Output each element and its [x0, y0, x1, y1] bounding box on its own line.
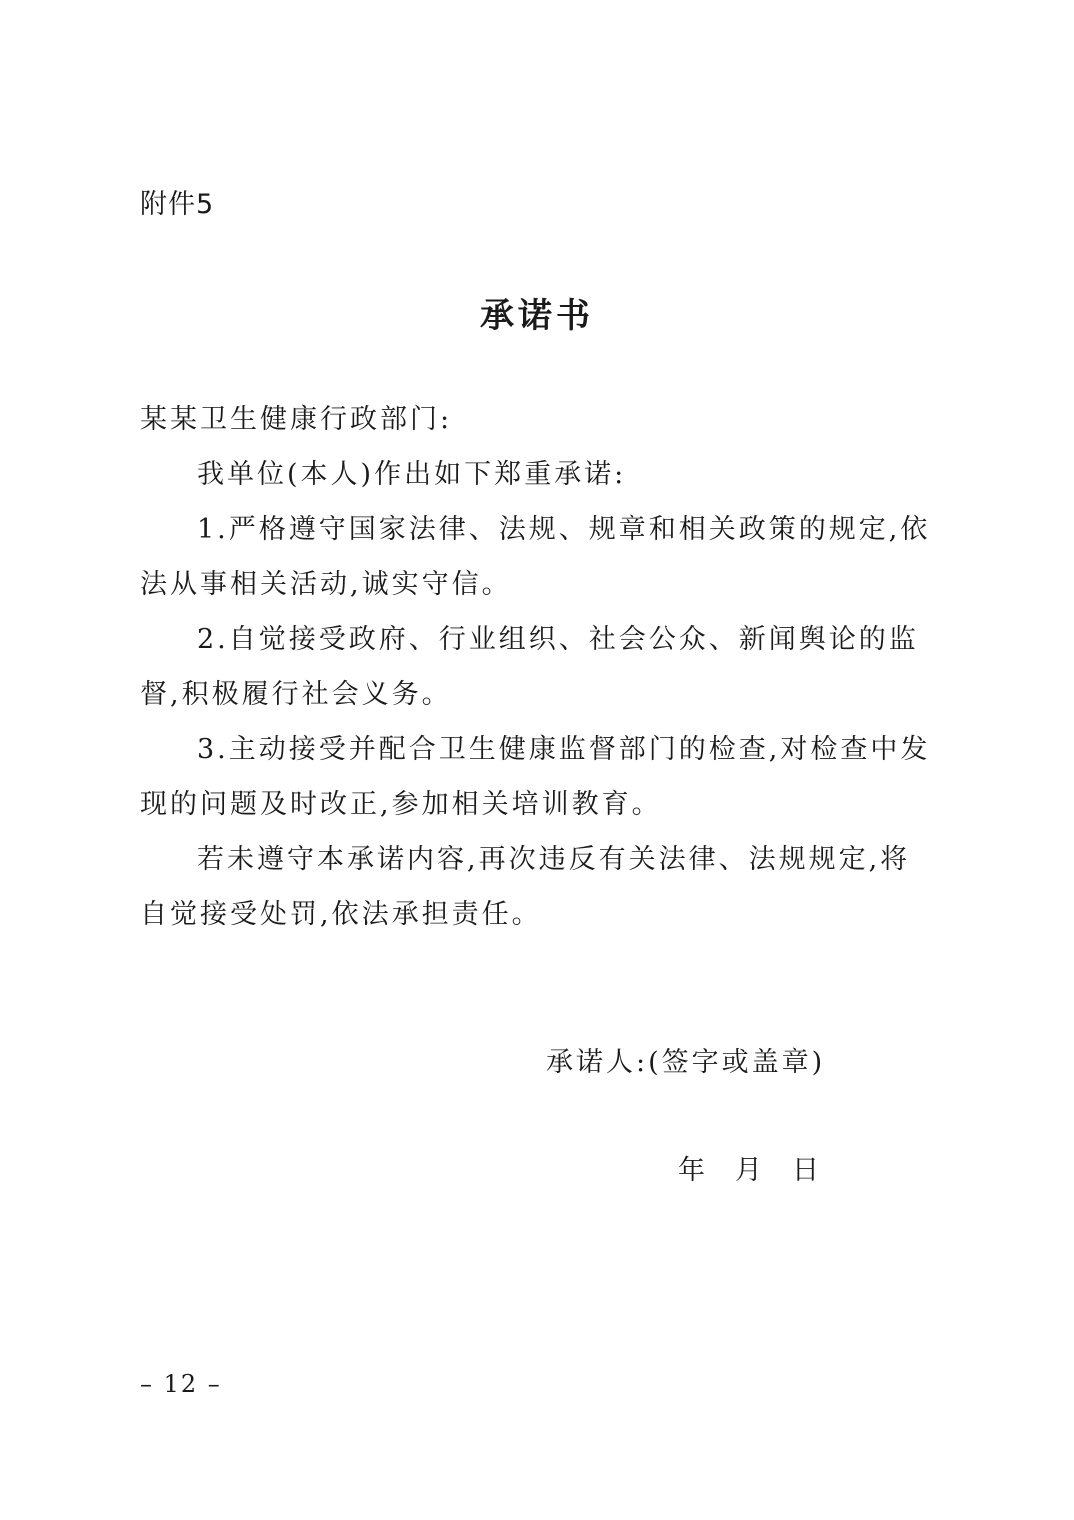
document-title: 承诺书 — [480, 296, 594, 336]
attachment-label: 附件5 — [140, 189, 215, 220]
date-month: 月 — [735, 1155, 762, 1186]
closing-paragraph: 若未遵守本承诺内容,再次违反有关法律、法规规定,将自觉接受处罚,依法承担责任。 — [140, 844, 911, 930]
date-day: 日 — [792, 1155, 819, 1186]
commitment-item-1: 1.严格遵守国家法律、法规、规章和相关政策的规定,依法从事相关活动,诚实守信。 — [140, 514, 931, 600]
salutation: 某某卫生健康行政部门: — [140, 404, 453, 435]
page-number: – 12 – — [140, 1370, 222, 1398]
intro-paragraph: 我单位(本人)作出如下郑重承诺: — [197, 459, 627, 490]
commitment-item-2: 2.自觉接受政府、行业组织、社会公众、新闻舆论的监督,积极履行社会义务。 — [140, 624, 919, 710]
document-body — [140, 392, 940, 942]
signer-line: 承诺人:(签字或盖章) — [546, 1047, 826, 1078]
date-line — [678, 1148, 819, 1187]
date-year: 年 — [678, 1155, 705, 1186]
commitment-item-3: 3.主动接受并配合卫生健康监督部门的检查,对检查中发现的问题及时改正,参加相关培训教育。 — [140, 734, 931, 820]
